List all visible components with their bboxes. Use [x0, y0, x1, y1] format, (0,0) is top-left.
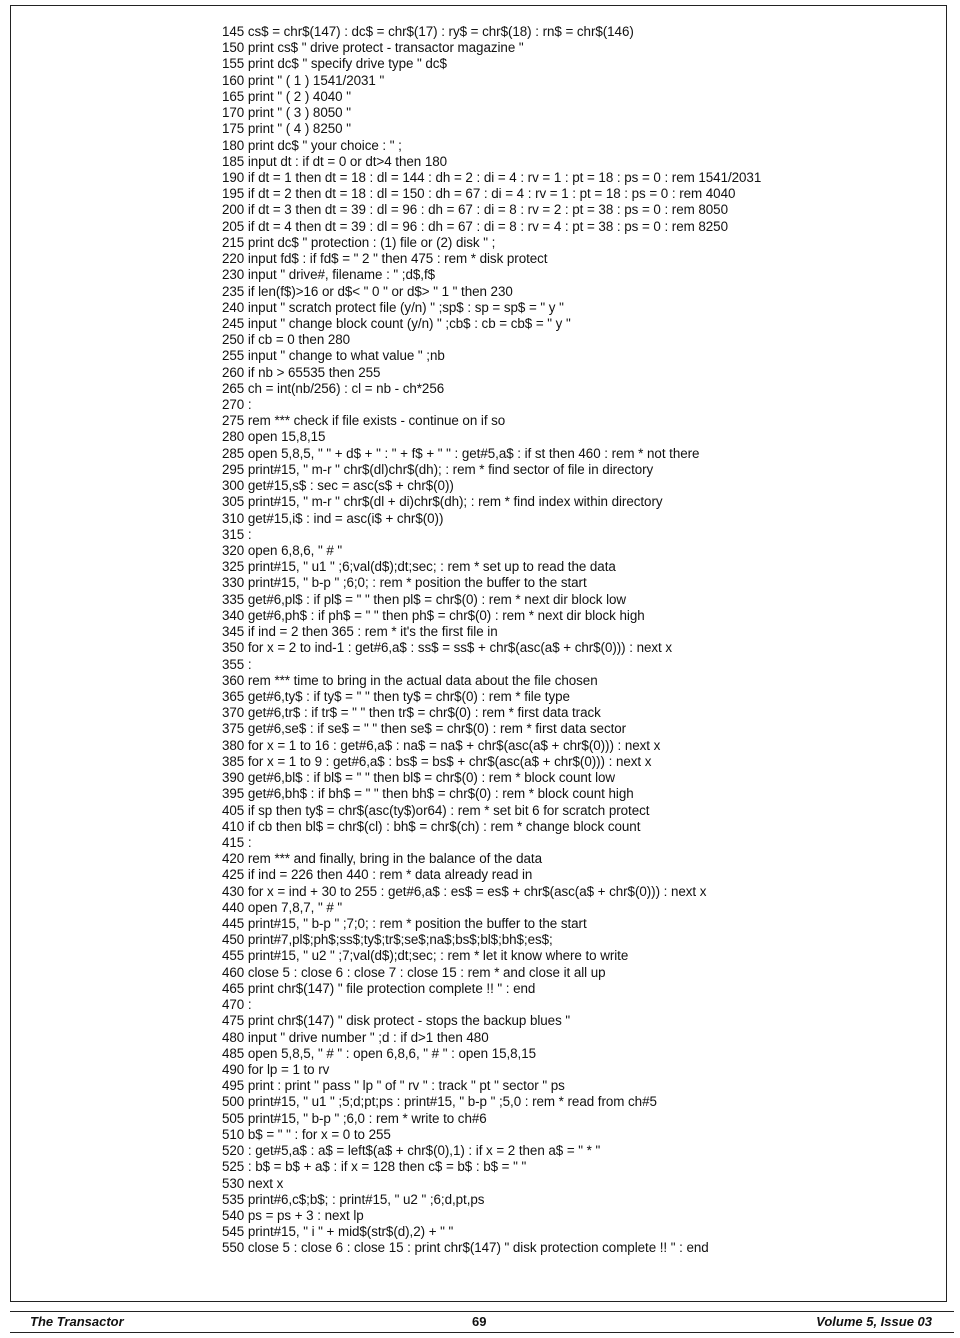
code-line: 145 cs$ = chr$(147) : dc$ = chr$(17) : ry$ = chr$(18) : rn$ = chr$(146)	[222, 24, 634, 39]
code-line: 160 print " ( 1 ) 1541/2031 "	[222, 72, 385, 88]
code-line: 300 get#15,s$ : sec = asc(s$ + chr$(0))	[222, 478, 454, 494]
code-line: 170 print " ( 3 ) 8050 "	[222, 105, 351, 121]
code-line: 375 get#6,se$ : if se$ = " " then se$ = chr$(0) : rem * first data sector	[222, 721, 627, 737]
code-line: 265 ch = int(nb/256) : cl = nb - ch*256	[222, 380, 445, 396]
code-line: 315 :	[222, 526, 252, 542]
code-line: 150 print cs$ " drive protect - transactor magazine "	[222, 40, 524, 56]
code-line: 480 input " drive number " ;d : if d>1 then 480	[222, 1029, 489, 1045]
page-number: 69	[472, 1314, 487, 1329]
code-line: 475 print chr$(147) " disk protect - stops the backup blues "	[222, 1013, 571, 1029]
code-line: 550 close 5 : close 6 : close 15 : print chr$(147) " disk protection complete !! " : end	[222, 1240, 709, 1256]
code-line: 305 print#15, " m-r " chr$(dl + di)chr$(dh); : rem * find index within directory	[222, 494, 663, 510]
code-line: 295 print#15, " m-r " chr$(dl)chr$(dh); : rem * find sector of file in directory	[222, 461, 654, 477]
code-line: 420 rem *** and finally, bring in the balance of the data	[222, 851, 542, 867]
code-line: 215 print dc$ " protection : (1) file or (2) disk " ;	[222, 234, 496, 250]
code-line: 520 : get#5,a$ : a$ = left$(a$ + chr$(0),1) : if x = 2 then a$ = " * "	[222, 1143, 601, 1159]
code-line: 335 get#6,pl$ : if pl$ = " " then pl$ = chr$(0) : rem * next dir block low	[222, 591, 627, 607]
code-line: 370 get#6,tr$ : if tr$ = " " then tr$ = chr$(0) : rem * first data track	[222, 705, 601, 721]
code-line: 395 get#6,bh$ : if bh$ = " " then bh$ = chr$(0) : rem * block count high	[222, 786, 634, 802]
code-line: 485 open 5,8,5, " # " : open 6,8,6, " # " : open 15,8,15	[222, 1045, 537, 1061]
code-line: 510 b$ = " " : for x = 0 to 255	[222, 1126, 391, 1142]
code-line: 195 if dt = 2 then dt = 18 : dl = 150 : dh = 67 : di = 4 : rv = 1 : pt = 18 : ps = 0 : rem 4040	[222, 186, 736, 202]
code-line: 380 for x = 1 to 16 : get#6,a$ : na$ = na$ + chr$(asc(a$ + chr$(0))) : next x	[222, 737, 661, 753]
code-line: 440 open 7,8,7, " # "	[222, 899, 343, 915]
code-line: 185 input dt : if dt = 0 or dt>4 then 180	[222, 153, 448, 169]
publication-name: The Transactor	[30, 1314, 124, 1329]
code-line: 200 if dt = 3 then dt = 39 : dl = 96 : dh = 67 : di = 8 : rv = 2 : pt = 38 : ps = 0 : rem 8050	[222, 202, 728, 218]
code-line: 350 for x = 2 to ind-1 : get#6,a$ : ss$ = ss$ + chr$(asc(a$ + chr$(0))) : next x	[222, 640, 673, 656]
page-footer	[10, 1311, 954, 1333]
code-line: 230 input " drive#, filename : " ;d$,f$	[222, 267, 436, 283]
code-line: 220 input fd$ : if fd$ = " 2 " then 475 : rem * disk protect	[222, 251, 548, 267]
code-line: 360 rem *** time to bring in the actual data about the file chosen	[222, 672, 598, 688]
code-line: 190 if dt = 1 then dt = 18 : dl = 144 : dh = 2 : di = 4 : rv = 1 : pt = 18 : ps = 0 : rem 1541/2031	[222, 169, 762, 185]
code-line: 310 get#15,i$ : ind = asc(i$ + chr$(0))	[222, 510, 444, 526]
code-line: 425 if ind = 226 then 440 : rem * data already read in	[222, 867, 533, 883]
code-line: 180 print dc$ " your choice : " ;	[222, 137, 402, 153]
code-line: 390 get#6,bl$ : if bl$ = " " then bl$ = chr$(0) : rem * block count low	[222, 770, 616, 786]
code-line: 365 get#6,ty$ : if ty$ = " " then ty$ = chr$(0) : rem * file type	[222, 688, 570, 704]
code-line: 410 if cb then bl$ = chr$(cl) : bh$ = chr$(ch) : rem * change block count	[222, 818, 641, 834]
code-line: 535 print#6,c$;b$; : print#15, " u2 " ;6;d,pt,ps	[222, 1191, 485, 1207]
code-line: 355 :	[222, 656, 252, 672]
basic-program-listing	[222, 24, 761, 1257]
code-line: 255 input " change to what value " ;nb	[222, 348, 445, 364]
code-line: 270 :	[222, 397, 252, 413]
code-line: 465 print chr$(147) " file protection complete !! " : end	[222, 980, 536, 996]
code-line: 540 ps = ps + 3 : next lp	[222, 1207, 364, 1223]
code-line: 275 rem *** check if file exists - continue on if so	[222, 413, 506, 429]
code-line: 495 print : print " pass " lp " of " rv " : track " pt " sector " ps	[222, 1078, 565, 1094]
code-line: 345 if ind = 2 then 365 : rem * it's the first file in	[222, 624, 498, 640]
code-line: 340 get#6,ph$ : if ph$ = " " then ph$ = chr$(0) : rem * next dir block high	[222, 607, 645, 623]
code-line: 205 if dt = 4 then dt = 39 : dl = 96 : dh = 67 : di = 8 : rv = 4 : pt = 38 : ps = 0 : rem 8250	[222, 218, 728, 234]
code-line: 415 :	[222, 834, 252, 850]
code-line: 385 for x = 1 to 9 : get#6,a$ : bs$ = bs$ + chr$(asc(a$ + chr$(0))) : next x	[222, 753, 652, 769]
code-line: 320 open 6,8,6, " # "	[222, 543, 343, 558]
issue-label: Volume 5, Issue 03	[816, 1314, 932, 1329]
code-line: 280 open 15,8,15	[222, 429, 326, 445]
code-line: 430 for x = ind + 30 to 255 : get#6,a$ : es$ = es$ + chr$(asc(a$ + chr$(0))) : next x	[222, 883, 707, 899]
code-line: 175 print " ( 4 ) 8250 "	[222, 121, 351, 137]
code-line: 450 print#7,pl$;ph$;ss$;ty$;tr$;se$;na$;bs$;bl$;bh$;es$;	[222, 932, 553, 948]
code-line: 460 close 5 : close 6 : close 7 : close 15 : rem * and close it all up	[222, 964, 606, 980]
code-line: 260 if nb > 65535 then 255	[222, 364, 381, 380]
code-line: 235 if len(f$)>16 or d$< " 0 " or d$> " 1 " then 230	[222, 283, 513, 299]
code-line: 245 input " change block count (y/n) " ;cb$ : cb = cb$ = " y "	[222, 315, 571, 331]
code-line: 530 next x	[222, 1175, 284, 1191]
code-line: 405 if sp then ty$ = chr$(asc(ty$)or64) : rem * set bit 6 for scratch protect	[222, 802, 650, 818]
code-line: 165 print " ( 2 ) 4040 "	[222, 88, 351, 104]
code-line: 285 open 5,8,5, " " + d$ + " : " + f$ + " " : get#5,a$ : if st then 460 : rem * not there	[222, 445, 700, 461]
code-line: 250 if cb = 0 then 280	[222, 332, 351, 348]
code-line: 525 : b$ = b$ + a$ : if x = 128 then c$ = b$ : b$ = " "	[222, 1159, 527, 1175]
code-line: 500 print#15, " u1 " ;5;d;pt;ps : print#15, " b-p " ;5,0 : rem * read from ch#5	[222, 1094, 657, 1110]
code-line: 325 print#15, " u1 " ;6;val(d$);dt;sec; : rem * set up to read the data	[222, 559, 616, 575]
code-line: 155 print dc$ " specify drive type " dc$	[222, 56, 447, 72]
code-line: 330 print#15, " b-p " ;6;0; : rem * position the buffer to the start	[222, 575, 587, 591]
code-line: 490 for lp = 1 to rv	[222, 1062, 330, 1077]
code-line: 455 print#15, " u2 " ;7;val(d$);dt;sec; : rem * let it know where to write	[222, 948, 629, 964]
code-line: 445 print#15, " b-p " ;7;0; : rem * position the buffer to the start	[222, 916, 587, 932]
code-line: 240 input " scratch protect file (y/n) " ;sp$ : sp = sp$ = " y "	[222, 299, 564, 315]
code-line: 470 :	[222, 997, 252, 1013]
code-line: 545 print#15, " i " + mid$(str$(d),2) + " "	[222, 1224, 454, 1240]
code-line: 505 print#15, " b-p " ;6,0 : rem * write to ch#6	[222, 1110, 487, 1126]
